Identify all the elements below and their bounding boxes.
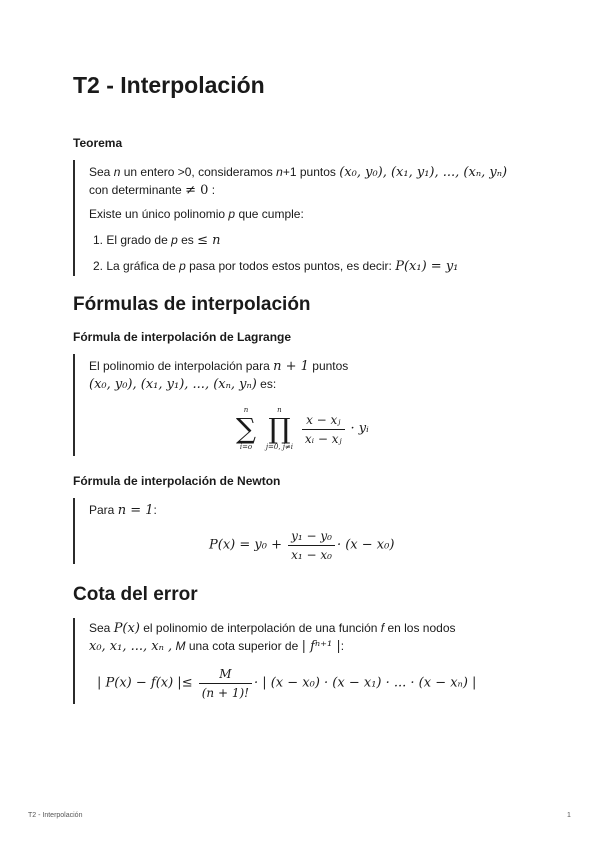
subheading-newton: Fórmula de interpolación de Newton bbox=[73, 474, 281, 488]
error-fraction: $\frac{M}{(n + 1)!}$ bbox=[199, 666, 252, 701]
points-formula: (x₀, y₀), (x₁, y₁), ..., (xₙ, yₙ) bbox=[339, 165, 508, 180]
newton-formula: P(x) = y₀ + $\frac{\text{y₁ − y₀}}{\text{x₁ − x₀}}$ · (x − x₀) bbox=[209, 529, 395, 562]
lagrange-line-1: El polinomio de interpolación para n + 1 puntos bbox=[89, 359, 349, 374]
lagrange-blockquote bbox=[73, 354, 527, 456]
newton-fraction: $\frac{\text{y₁ − y₀}}{\text{x₁ − x₀}}$ bbox=[288, 528, 335, 563]
page-title: T2 - Interpolación bbox=[73, 72, 265, 98]
product-operator: n ∏ j=0, j≠i bbox=[265, 406, 294, 451]
newton-blockquote bbox=[73, 498, 527, 564]
teorema-blockquote bbox=[73, 160, 527, 276]
section-heading-teorema: Teorema bbox=[73, 136, 123, 150]
section-heading-formulas: Fórmulas de interpolación bbox=[73, 294, 311, 315]
lagrange-formula: n ∑ i=o n ∏ j=0, j≠i $\frac{\text{x − xⱼ}}{\text{xᵢ − xⱼ}}$ · yᵢ bbox=[236, 406, 369, 451]
teorema-line-2: con determinante ≠ 0 : bbox=[89, 183, 216, 198]
list-item-2: 2. La gráfica de p pasa por todos estos puntos, es decir: P(x₁) = y₁ bbox=[93, 259, 459, 274]
error-formula: | P(x) − f(x) |≤ $\frac{M}{(n + 1)!}$ · | (x − x₀) · (x − x₁) · ... · (x − xₙ) | bbox=[97, 667, 477, 700]
subheading-lagrange: Fórmula de interpolación de Lagrange bbox=[73, 330, 292, 344]
teorema-line-3: Existe un único polinomio p que cumple: bbox=[89, 207, 304, 221]
determinant-formula: ≠ 0 bbox=[185, 183, 209, 198]
error-line-2: x₀, x₁, ..., xₙ , M una cota superior de | fⁿ⁺¹ |: bbox=[89, 639, 345, 654]
lagrange-fraction: $\frac{\text{x − xⱼ}}{\text{xᵢ − xⱼ}}$ bbox=[302, 412, 345, 447]
error-blockquote bbox=[73, 618, 527, 704]
sum-operator: n ∑ i=o bbox=[236, 406, 256, 451]
degree-formula: ≤ n bbox=[197, 233, 221, 248]
section-heading-error: Cota del error bbox=[73, 584, 198, 605]
newton-line-1: Para n = 1: bbox=[89, 503, 157, 518]
graph-formula: P(x₁) = y₁ bbox=[395, 259, 459, 274]
page-number: 1 bbox=[567, 812, 571, 819]
error-line-1: Sea P(x) el polinomio de interpolación de una función f en los nodos bbox=[89, 621, 456, 636]
lagrange-line-2: (x₀, y₀), (x₁, y₁), ..., (xₙ, yₙ) es: bbox=[89, 377, 277, 392]
footer-title: T2 - Interpolación bbox=[28, 812, 83, 819]
teorema-line-1: Sea n un entero >0, consideramos n+1 puntos (x₀, y₀), (x₁, y₁), ..., (xₙ, yₙ) bbox=[89, 165, 508, 180]
list-item-1: 1. El grado de p es ≤ n bbox=[93, 233, 221, 248]
